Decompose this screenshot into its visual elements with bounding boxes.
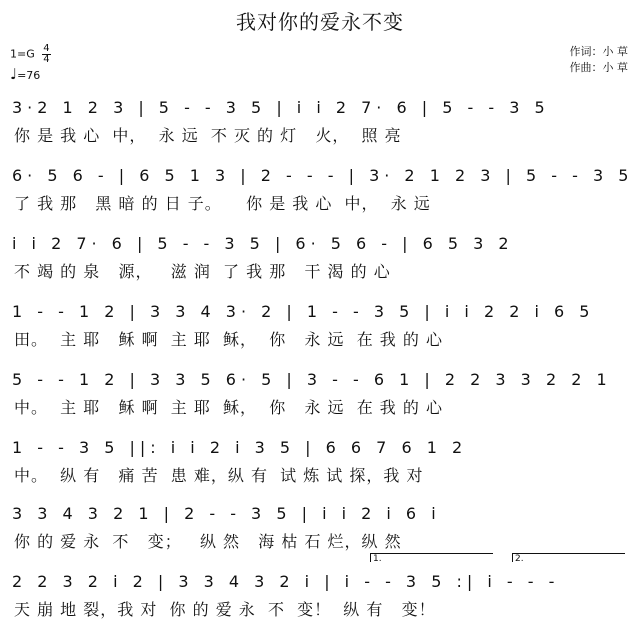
notes-line: 1 - - 3 5 ||: i i 2 i 3 5 | 6 6 7 6 1 2 bbox=[12, 438, 468, 457]
lyrics-line: 中。 纵 有 痛 苦 患 难，纵 有 试 炼 试 探，我 对 bbox=[14, 466, 424, 485]
credits-block bbox=[570, 44, 629, 76]
time-signature-bottom: 4 bbox=[43, 54, 50, 65]
key-signature: 1=G bbox=[10, 47, 35, 61]
notes-line: 3 3 4 3 2 1 | 2 - - 3 5 | i i 2 i 6 i bbox=[12, 504, 441, 523]
tempo-marking: =76 bbox=[17, 69, 41, 82]
notes-line: i i 2 7· 6 | 5 - - 3 5 | 6· 5 6 - | 6 5 3 2 bbox=[12, 234, 514, 253]
lyrics-line: 天 崩 地 裂，我 对 你 的 爱 永 不 变！ 纵 有 变！ bbox=[14, 600, 436, 619]
notes-line: 2 2 3 2 i 2 | 3 3 4 3 2 i | i - - 3 5 :| i - - - bbox=[12, 572, 560, 591]
notes-line: 6· 5 6 - | 6 5 1 3 | 2 - - - | 3· 2 1 2 3 | 5 - - 3 5 bbox=[12, 166, 634, 185]
key-tempo-block bbox=[10, 44, 51, 83]
quarter-note-icon: ♩ bbox=[10, 65, 18, 83]
lyrics-line: 田。 主 耶 稣 啊 主 耶 稣， 你 永 远 在 我 的 心 bbox=[14, 330, 443, 349]
score-row-2 bbox=[12, 164, 634, 224]
lyrics-line: 不 竭 的 泉 源， 滋 润 了 我 那 干 渴 的 心 bbox=[14, 262, 391, 281]
score-row-5 bbox=[12, 368, 630, 428]
score-row-8 bbox=[12, 570, 630, 630]
lyrics-line: 中。 主 耶 稣 啊 主 耶 稣， 你 永 远 在 我 的 心 bbox=[14, 398, 443, 417]
lyrics-line: 你 的 爱 永 不 变； 纵 然 海 枯 石 烂，纵 然 bbox=[14, 532, 402, 551]
time-signature bbox=[42, 44, 50, 65]
notes-line: 5 - - 1 2 | 3 3 5 6· 5 | 3 - - 6 1 | 2 2 3 3 2 2 1 bbox=[12, 370, 612, 389]
time-signature-top: 4 bbox=[43, 43, 50, 54]
score-row-6 bbox=[12, 436, 630, 496]
score-row-4 bbox=[12, 300, 630, 360]
score-row-1 bbox=[12, 96, 630, 156]
song-title: 我对你的爱永不变 bbox=[236, 10, 404, 34]
notes-line: 1 - - 1 2 | 3 3 4 3· 2 | 1 - - 3 5 | i i 2 2 i 6 5 bbox=[12, 302, 595, 321]
composer-credit: 作曲：小 草 bbox=[569, 61, 628, 74]
notes-line: 3·2 1 2 3 | 5 - - 3 5 | i i 2 7· 6 | 5 - - 3 5 bbox=[12, 98, 550, 117]
second-ending-bracket: 2. bbox=[512, 553, 625, 562]
first-ending-bracket: 1. bbox=[370, 553, 493, 562]
lyricist-credit: 作词：小 草 bbox=[569, 45, 628, 58]
lyrics-line: 你 是 我 心 中， 永 远 不 灭 的 灯 火， 照 亮 bbox=[14, 126, 402, 145]
lyrics-line: 了 我 那 黑 暗 的 日 子。 你 是 我 心 中， 永 远 bbox=[14, 194, 431, 213]
score-row-3 bbox=[12, 232, 630, 292]
